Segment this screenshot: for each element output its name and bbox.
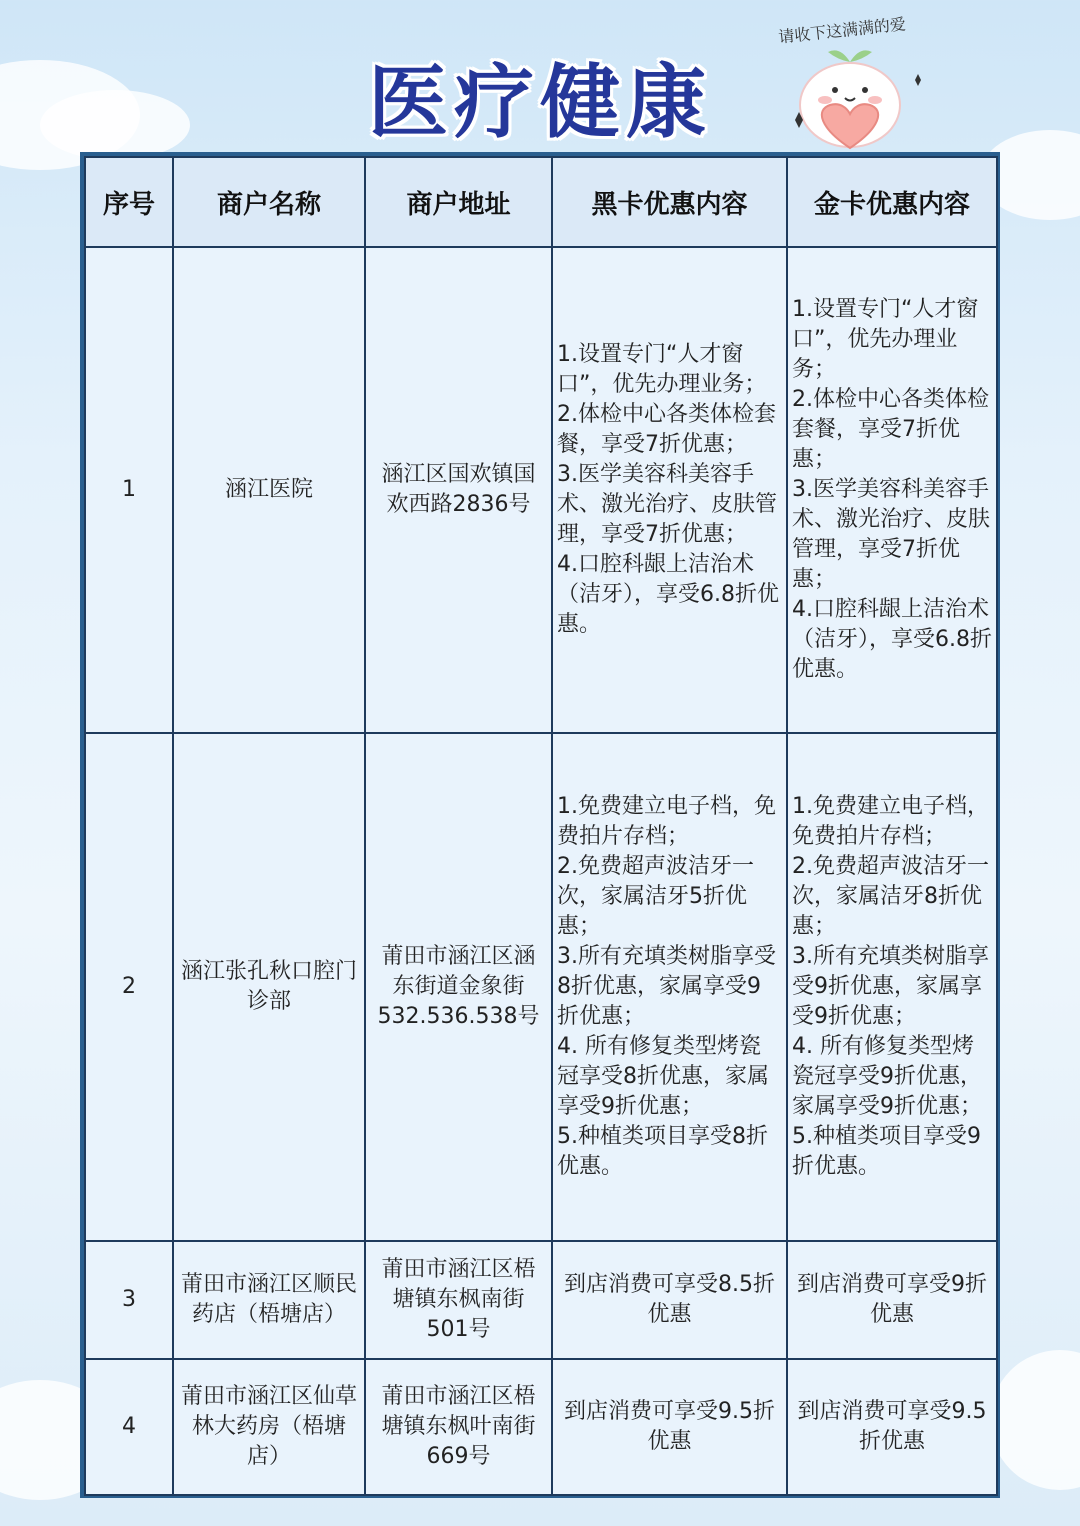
merchant-name: 涵江医院 — [173, 247, 365, 733]
merchant-address: 莆田市涵江区梧塘镇东枫叶南街669号 — [365, 1359, 552, 1495]
offer-item: 4. 所有修复类型烤瓷冠享受8折优惠，家属享受9折优惠； — [557, 1034, 769, 1119]
header-merchant-name: 商户名称 — [173, 157, 365, 247]
black-card-offer — [552, 733, 787, 1241]
black-card-offer: 到店消费可享受8.5折优惠 — [552, 1241, 787, 1359]
table-row — [85, 1241, 997, 1359]
offer-item: 4. 所有修复类型烤瓷冠享受9折优惠，家属享受9折优惠； — [792, 1034, 982, 1119]
offer-item: 3.所有充填类树脂享受9折优惠，家属享受9折优惠； — [792, 944, 989, 1029]
offer-item: 1.设置专门“人才窗口”，优先办理业务； — [792, 297, 979, 382]
offer-item: 2.体检中心各类体检套餐，享受7折优惠； — [557, 402, 776, 457]
offer-item: 3.所有充填类树脂享受8折优惠，家属享受9折优惠； — [557, 944, 776, 1029]
gold-card-offer — [787, 247, 997, 733]
table-row — [85, 1359, 997, 1495]
offer-item: 2.体检中心各类体检套餐，享受7折优惠； — [792, 387, 989, 472]
sticker-caption: 请收下这满满的爱 — [777, 14, 907, 47]
merchant-address: 莆田市涵江区梧塘镇东枫南街501号 — [365, 1241, 552, 1359]
row-no: 1 — [85, 247, 173, 733]
header-black-card-offer: 黑卡优惠内容 — [552, 157, 787, 247]
merchant-name: 莆田市涵江区顺民药店（梧塘店） — [173, 1241, 365, 1359]
offer-item: 3.医学美容科美容手术、激光治疗、皮肤管理，享受7折优惠； — [557, 462, 778, 547]
merchant-table-frame — [80, 152, 1000, 1498]
offer-item: 3.医学美容科美容手术、激光治疗、皮肤管理，享受7折优惠； — [792, 477, 991, 592]
offer-item: 1.免费建立电子档，免费拍片存档； — [792, 794, 989, 849]
row-no: 2 — [85, 733, 173, 1241]
offer-item: 5.种植类项目享受8折优惠。 — [557, 1124, 768, 1179]
row-no: 4 — [85, 1359, 173, 1495]
offer-item: 5.种植类项目享受9折优惠。 — [792, 1124, 981, 1179]
merchant-name: 涵江张孔秋口腔门诊部 — [173, 733, 365, 1241]
table-header-row — [85, 157, 997, 247]
header-gold-card-offer: 金卡优惠内容 — [787, 157, 997, 247]
offer-item: 2.免费超声波洁牙一次，家属洁牙5折优惠； — [557, 854, 754, 939]
gold-card-offer — [787, 733, 997, 1241]
offer-item: 2.免费超声波洁牙一次，家属洁牙8折优惠； — [792, 854, 989, 939]
offer-item: 1.设置专门“人才窗口”，优先办理业务； — [557, 342, 767, 397]
offer-item: 1.免费建立电子档，免费拍片存档； — [557, 794, 776, 849]
black-card-offer — [552, 247, 787, 733]
merchant-table — [84, 156, 998, 1496]
black-card-offer: 到店消费可享受9.5折优惠 — [552, 1359, 787, 1495]
header-no: 序号 — [85, 157, 173, 247]
offer-item: 4.口腔科龈上洁治术（洁牙），享受6.8折优惠。 — [557, 552, 779, 637]
merchant-address: 涵江区国欢镇国欢西路2836号 — [365, 247, 552, 733]
offer-item: 4.口腔科龈上洁治术（洁牙），享受6.8折优惠。 — [792, 597, 992, 682]
gold-card-offer: 到店消费可享受9折优惠 — [787, 1241, 997, 1359]
merchant-address: 莆田市涵江区涵东街道金象街532.536.538号 — [365, 733, 552, 1241]
table-row — [85, 247, 997, 733]
cloud-decoration — [990, 1350, 1080, 1490]
page-title: 医疗健康 — [368, 56, 712, 149]
gold-card-offer: 到店消费可享受9.5折优惠 — [787, 1359, 997, 1495]
row-no: 3 — [85, 1241, 173, 1359]
table-row — [85, 733, 997, 1241]
merchant-name: 莆田市涵江区仙草林大药房（梧塘店） — [173, 1359, 365, 1495]
header-merchant-address: 商户地址 — [365, 157, 552, 247]
